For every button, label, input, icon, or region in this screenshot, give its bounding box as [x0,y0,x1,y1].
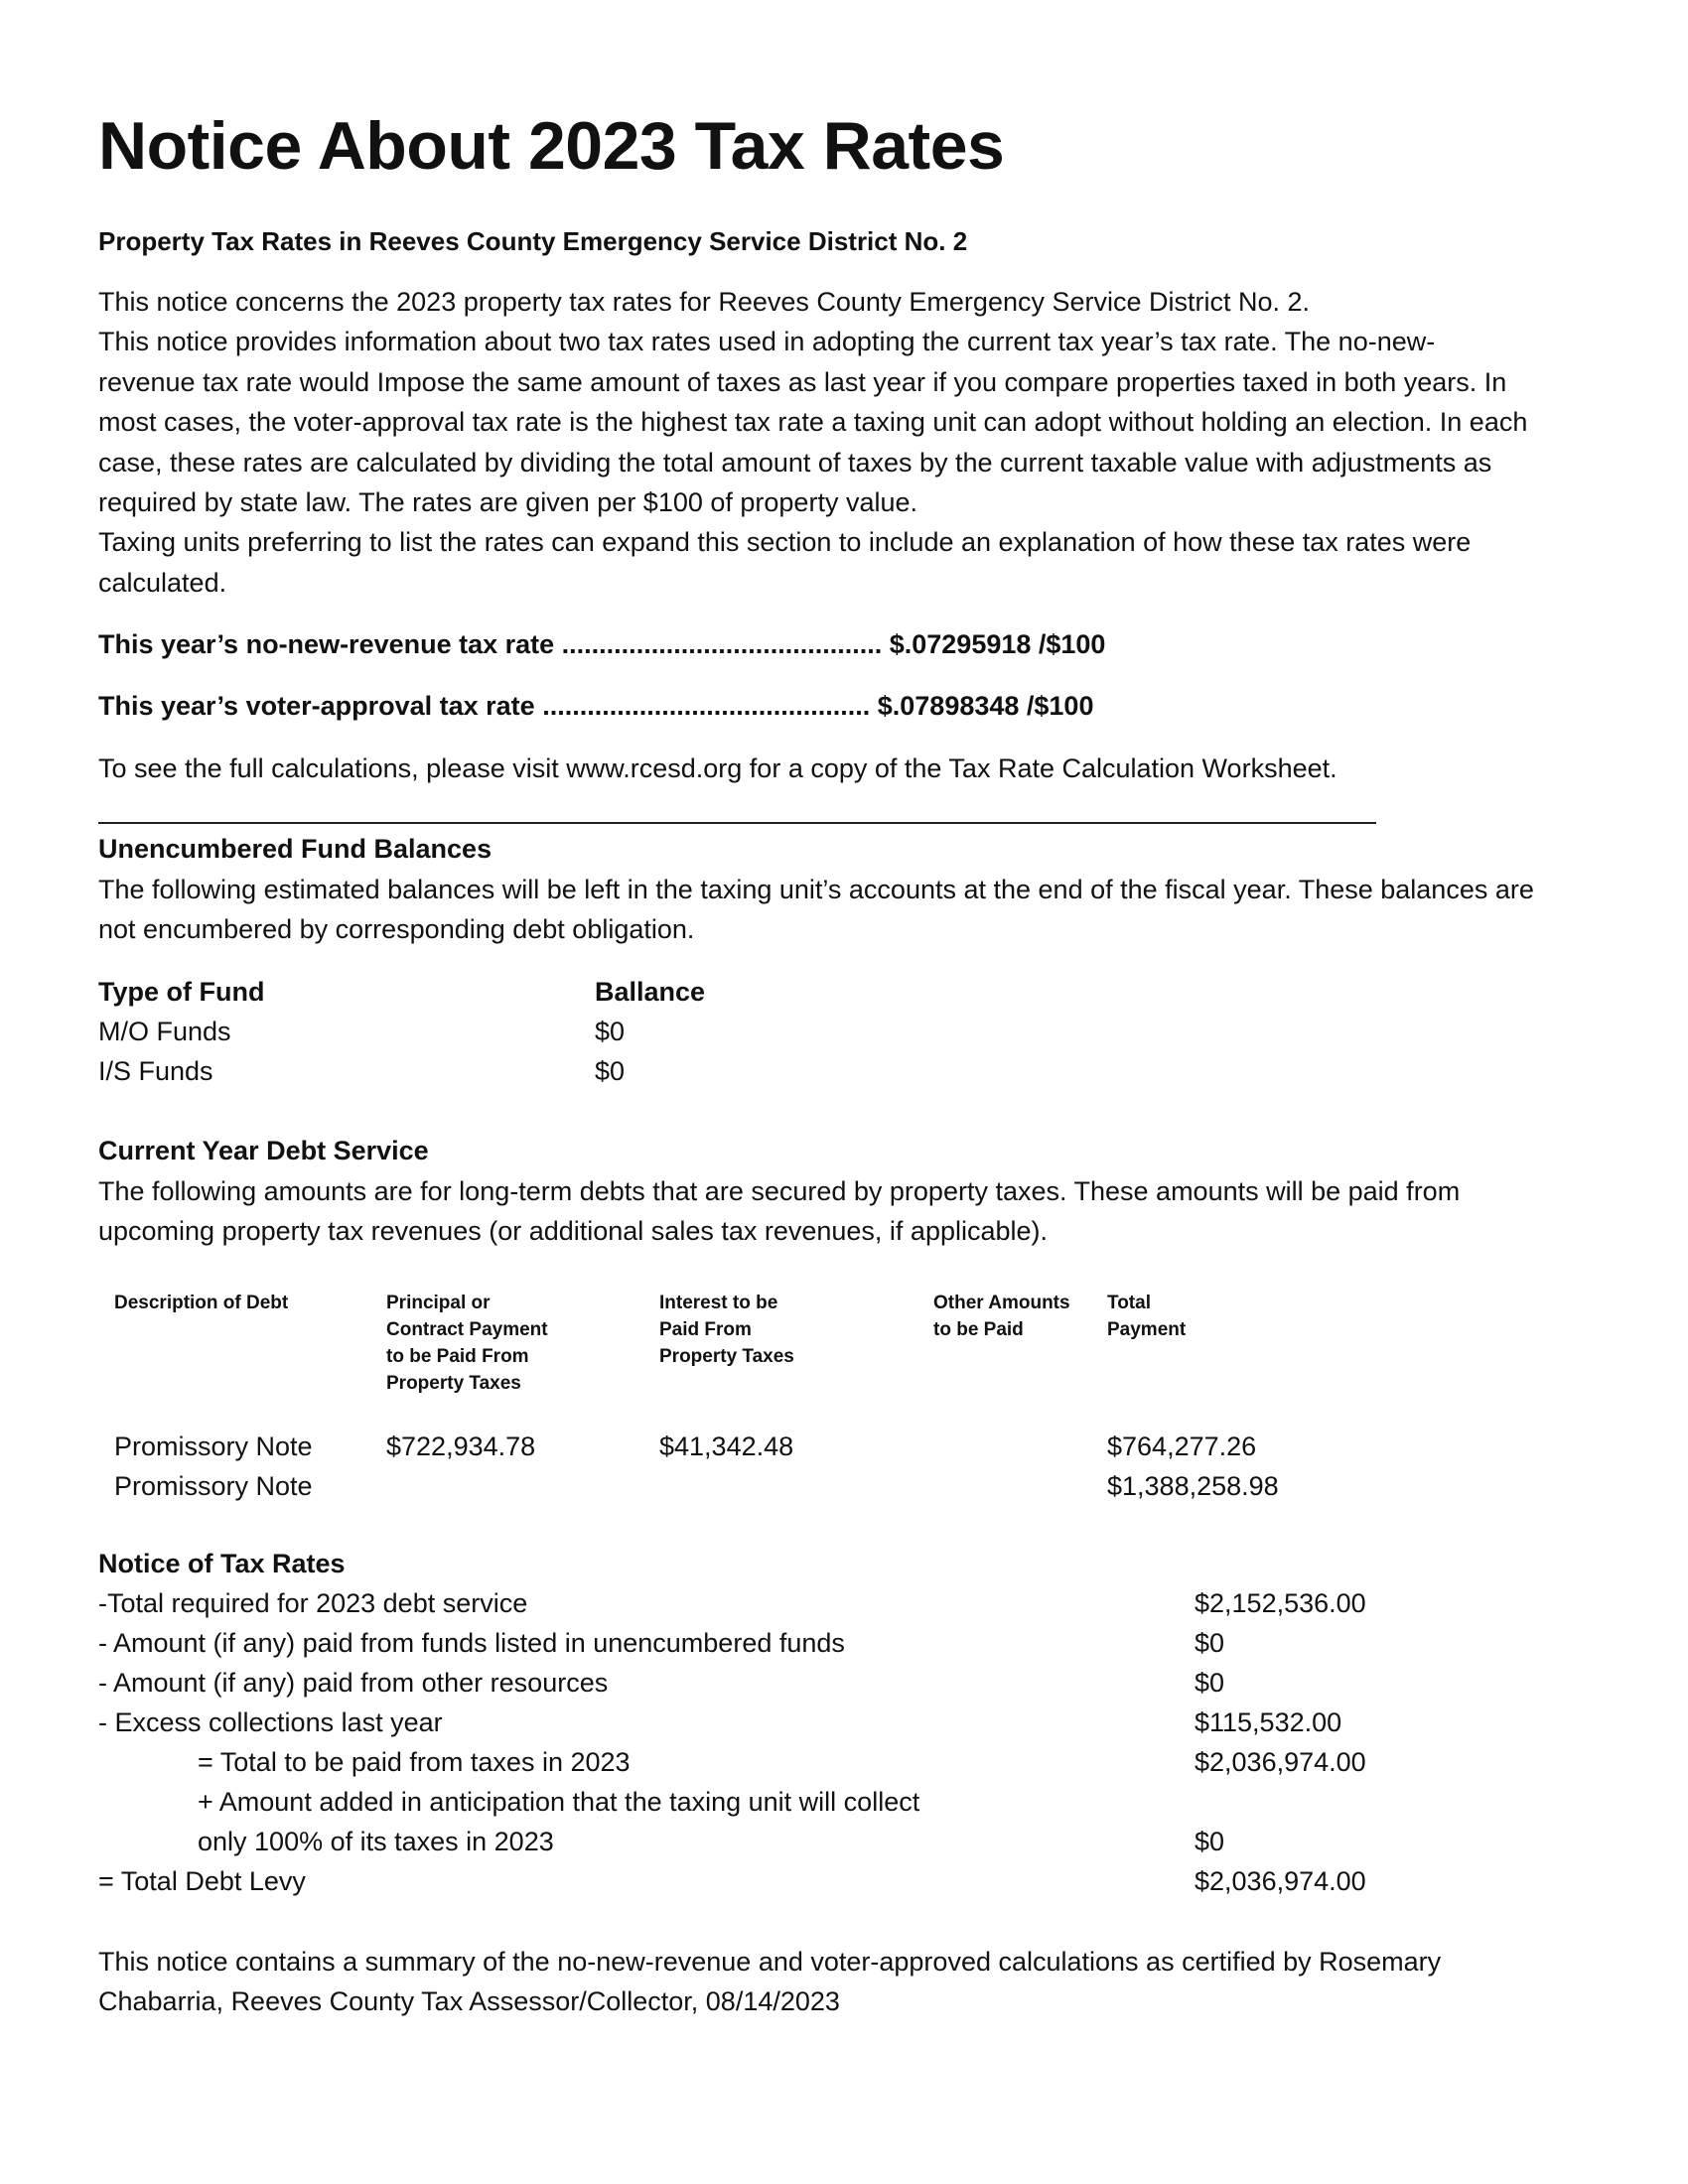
fund-balance-header: Ballance [595,977,706,1007]
unencumbered-line: The following estimated balances will be left in the taxing unit’s accounts at the end of the fiscal year. These balances are [98,875,1534,904]
tax-row-label: - Amount (if any) paid from funds listed in unencumbered funds [98,1628,845,1658]
intro-line: revenue tax rate would Impose the same amount of taxes as last year if you compare properties taxed in both years. In [98,366,1507,397]
debt-total-cell: $764,277.26 [1107,1432,1257,1461]
tax-row-label: = Total to be paid from taxes in 2023 [198,1747,631,1777]
intro-line: calculated. [98,567,227,598]
certification-footer [98,1942,1441,2022]
tax-row-label: - Excess collections last year [98,1707,443,1737]
fund-type-header: Type of Fund [98,977,265,1007]
debt-service-description [98,1171,1460,1252]
unencumbered-heading: Unencumbered Fund Balances [98,834,492,864]
unencumbered-line: not encumbered by corresponding debt obligation. [98,914,695,945]
tax-row-label: -Total required for 2023 debt service [98,1588,528,1618]
fund-balance-cell: $0 [595,1056,626,1086]
unencumbered-description [98,870,1534,950]
tax-row-value: $2,152,536.00 [1195,1588,1366,1618]
no-new-revenue-rate: This year’s no-new-revenue tax rate ........................................... $.07295918 /$100 [98,629,1106,659]
tax-row-value: $2,036,974.00 [1195,1866,1366,1896]
intro-line: case, these rates are calculated by dividing the total amount of taxes by the current taxable value with adjustments as [98,447,1492,478]
intro-line: Taxing units preferring to list the rates can expand this section to include an explanation of how these tax rates were [98,527,1472,558]
fund-type-cell: I/S Funds [98,1056,213,1086]
tax-row-value: $2,036,974.00 [1195,1747,1366,1777]
tax-row-value: $0 [1195,1668,1225,1698]
debt-description-cell: Promissory Note [114,1471,313,1501]
debt-service-heading: Current Year Debt Service [98,1136,429,1165]
tax-row-label: - Amount (if any) paid from other resources [98,1668,609,1698]
intro-line: required by state law. The rates are given per $100 of property value. [98,487,917,518]
calc-note [98,749,1337,788]
debt-service-line: upcoming property tax revenues (or additional sales tax revenues, if applicable). [98,1216,1049,1247]
debt-col-principal: Principal or Contract Payment to be Paid From Property Taxes [386,1293,548,1394]
debt-col-other: Other Amounts to be Paid [933,1293,1070,1340]
debt-col-description: Description of Debt [114,1293,289,1313]
page-title: Notice About 2023 Tax Rates [98,108,1005,184]
debt-col-total: Total Payment [1107,1293,1187,1340]
tax-row-value: $0 [1195,1827,1225,1856]
page-subtitle: Property Tax Rates in Reeves County Emergency Service District No. 2 [98,226,968,256]
debt-service-line: The following amounts are for long-term debts that are secured by property taxes. These amounts will be paid from [98,1176,1461,1206]
fund-type-cell: M/O Funds [98,1017,231,1046]
debt-interest-cell: $41,342.48 [659,1432,794,1461]
intro-line: most cases, the voter-approval tax rate is the highest tax rate a taxing unit can adopt without holding an election. In each [98,407,1528,438]
tax-row-label: = Total Debt Levy [98,1866,306,1896]
tax-row-label: + Amount added in anticipation that the taxing unit will collect [198,1787,920,1817]
intro-paragraph [98,282,1527,603]
debt-col-interest: Interest to be Paid From Property Taxes [659,1293,794,1367]
voter-approval-rate: This year’s voter-approval tax rate ............................................ $.07898348 /$100 [98,691,1094,721]
footer-line: This notice contains a summary of the no-new-revenue and voter-approved calculations as certified by Rosemary [98,1947,1442,1977]
calc-note-text: To see the full calculations, please visit www.rcesd.org for a copy of the Tax Rate Calculation Worksheet. [98,753,1337,783]
debt-total-cell: $1,388,258.98 [1107,1471,1279,1501]
intro-line: This notice provides information about two tax rates used in adopting the current tax year’s tax rate. The no-new- [98,327,1436,357]
tax-row-label: only 100% of its taxes in 2023 [198,1827,554,1856]
footer-line: Chabarria, Reeves County Tax Assessor/Collector, 08/14/2023 [98,1986,840,2017]
debt-description-cell: Promissory Note [114,1432,313,1461]
tax-row-value: $0 [1195,1628,1225,1658]
intro-line: This notice concerns the 2023 property tax rates for Reeves County Emergency Service District No. 2. [98,287,1311,317]
section-divider [98,822,1376,824]
debt-principal-cell: $722,934.78 [386,1432,536,1461]
tax-row-value: $115,532.00 [1195,1707,1342,1737]
notice-of-tax-rates-heading: Notice of Tax Rates [98,1549,346,1578]
fund-balance-cell: $0 [595,1017,626,1046]
